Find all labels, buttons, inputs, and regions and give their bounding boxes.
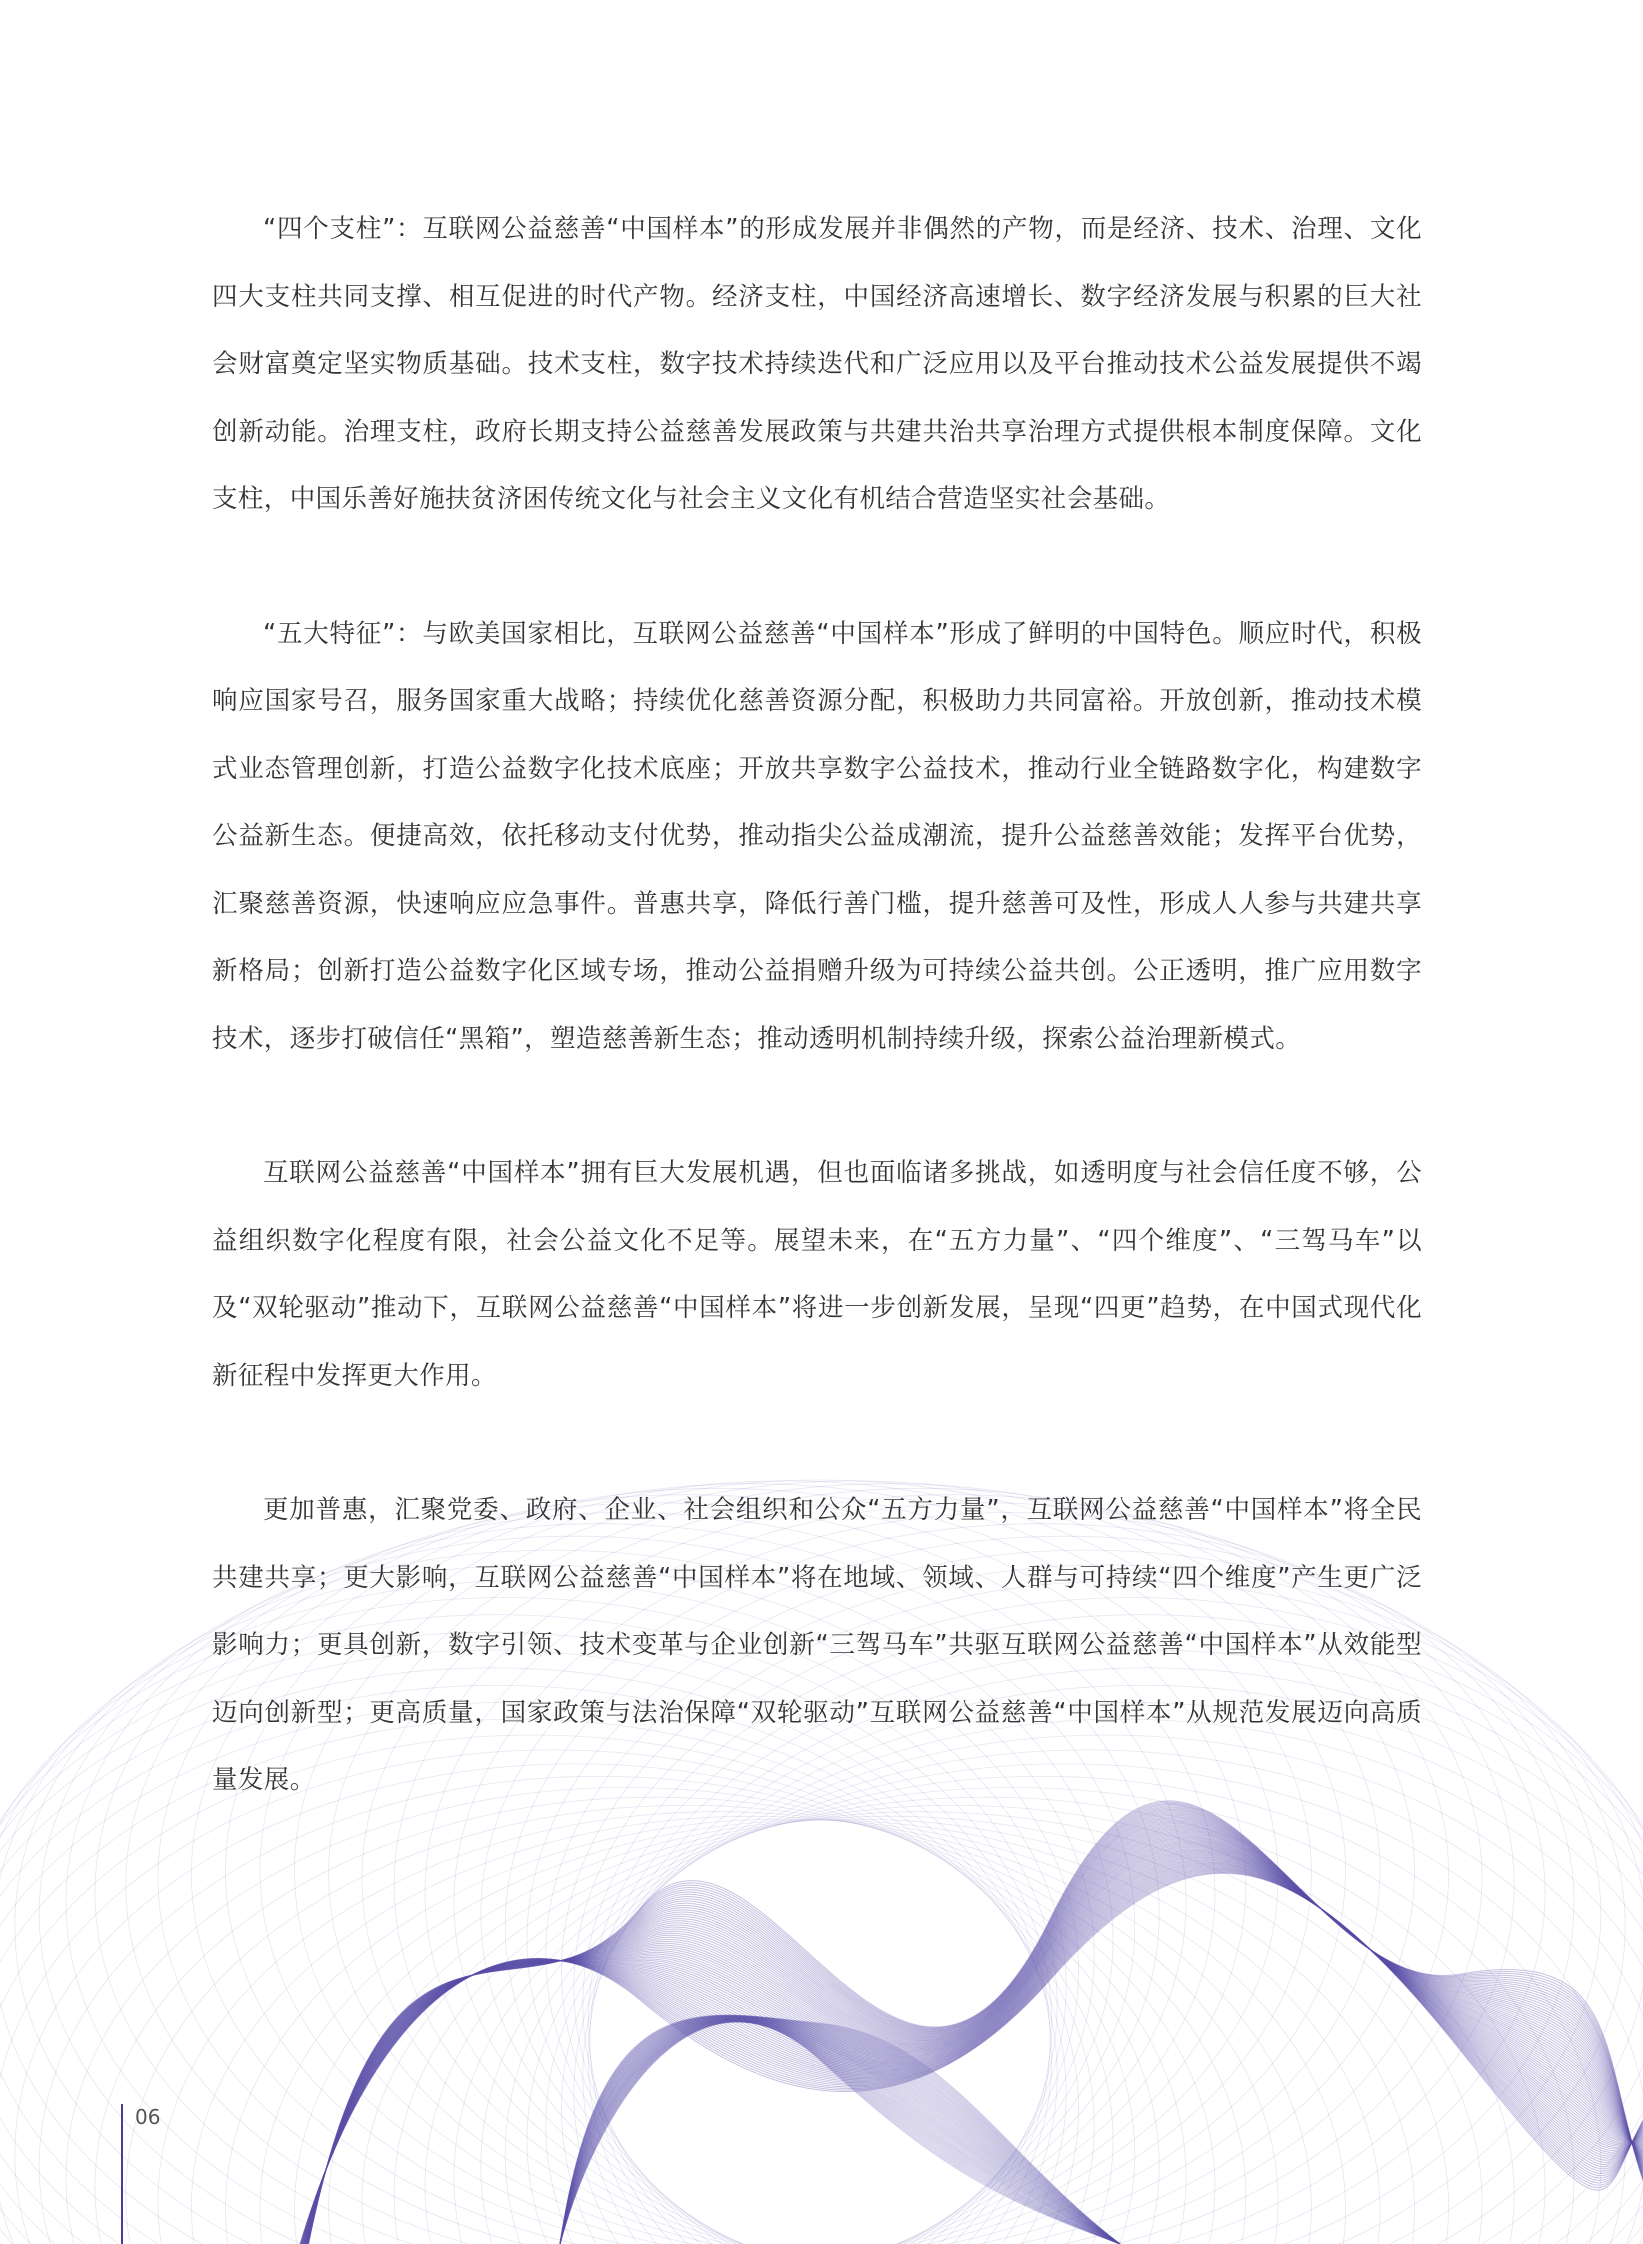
ribbon-line [300, 1873, 1643, 2244]
paragraph-five-features: “五大特征”：与欧美国家相比，互联网公益慈善“中国样本”形成了鲜明的中国特色。顺应时代，积极响应国家号召，服务国家重大战略；持续优化慈善资源分配，积极助力共同富裕。开放创新，推动技术模式业态管理创新，打造公益数字化技术底座；开放共享数字公益技术，推动行业全链路数字化，构建数字公益新生态。便捷高效，依托移动支付优势，推动指尖公益成潮流，提升公益慈善效能；发挥平台优势，汇聚慈善资源，快速响应应急事件。普惠共享，降低行善门槛，提升慈善可及性，形成人人参与共建共享新格局；创新打造公益数字化区域专场，推动公益捐赠升级为可持续公益共创。公正透明，推广应用数字技术，逐步打破信任“黑箱”，塑造慈善新生态；推动透明机制持续升级，探索公益治理新模式。 [212, 618, 1422, 1054]
ribbon-line [300, 1865, 1643, 2244]
document-body [212, 196, 1422, 1882]
paragraph-four-pillars: “四个支柱”：互联网公益慈善“中国样本”的形成发展并非偶然的产物，而是经济、技术、治理、文化四大支柱共同支撑、相互促进的时代产物。经济支柱，中国经济高速增长、数字经济发展与积累的巨大社会财富奠定坚实物质基础。技术支柱，数字技术持续迭代和广泛应用以及平台推动技术公益发展提供不竭创新动能。治理支柱，政府长期支持公益慈善发展政策与共建共治共享治理方式提供根本制度保障。文化支柱，中国乐善好施扶贫济困传统文化与社会主义文化有机结合营造坚实社会基础。 [212, 214, 1422, 514]
paragraph-outlook: 互联网公益慈善“中国样本”拥有巨大发展机遇，但也面临诸多挑战，如透明度与社会信任度不够，公益组织数字化程度有限，社会公益文化不足等。展望未来，在“五方力量”、“四个维度”、“三驾马车”以及“双轮驱动”推动下，互联网公益慈善“中国样本”将进一步创新发展，呈现“四更”趋势，在中国式现代化新征程中发挥更大作用。 [212, 1158, 1422, 1391]
ribbon-line [300, 1862, 1643, 2244]
ribbon-line [300, 1863, 1643, 2244]
ribbon-line [300, 1864, 1643, 2244]
ribbon-line [300, 1872, 1643, 2244]
paragraph-four-more-trends: 更加普惠，汇聚党委、政府、企业、社会组织和公众“五方力量”，互联网公益慈善“中国样本”将全民共建共享；更大影响，互联网公益慈善“中国样本”将在地域、领域、人群与可持续“四个维度”产生更广泛影响力；更具创新，数字引领、技术变革与企业创新“三驾马车”共驱互联网公益慈善“中国样本”从效能型迈向创新型；更高质量，国家政策与法治保障“双轮驱动”互联网公益慈善“中国样本”从规范发展迈向高质量发展。 [212, 1495, 1422, 1795]
ribbon-line [300, 1866, 1643, 2244]
ribbon-line [300, 1872, 1643, 2244]
ribbon-line [300, 1871, 1643, 2244]
ribbon-line [300, 1870, 1643, 2244]
page-number: 06 [135, 2105, 161, 2129]
ribbon-line [300, 1867, 1643, 2244]
page-marker-line [121, 2104, 123, 2244]
ribbon-line [300, 1861, 1643, 2244]
